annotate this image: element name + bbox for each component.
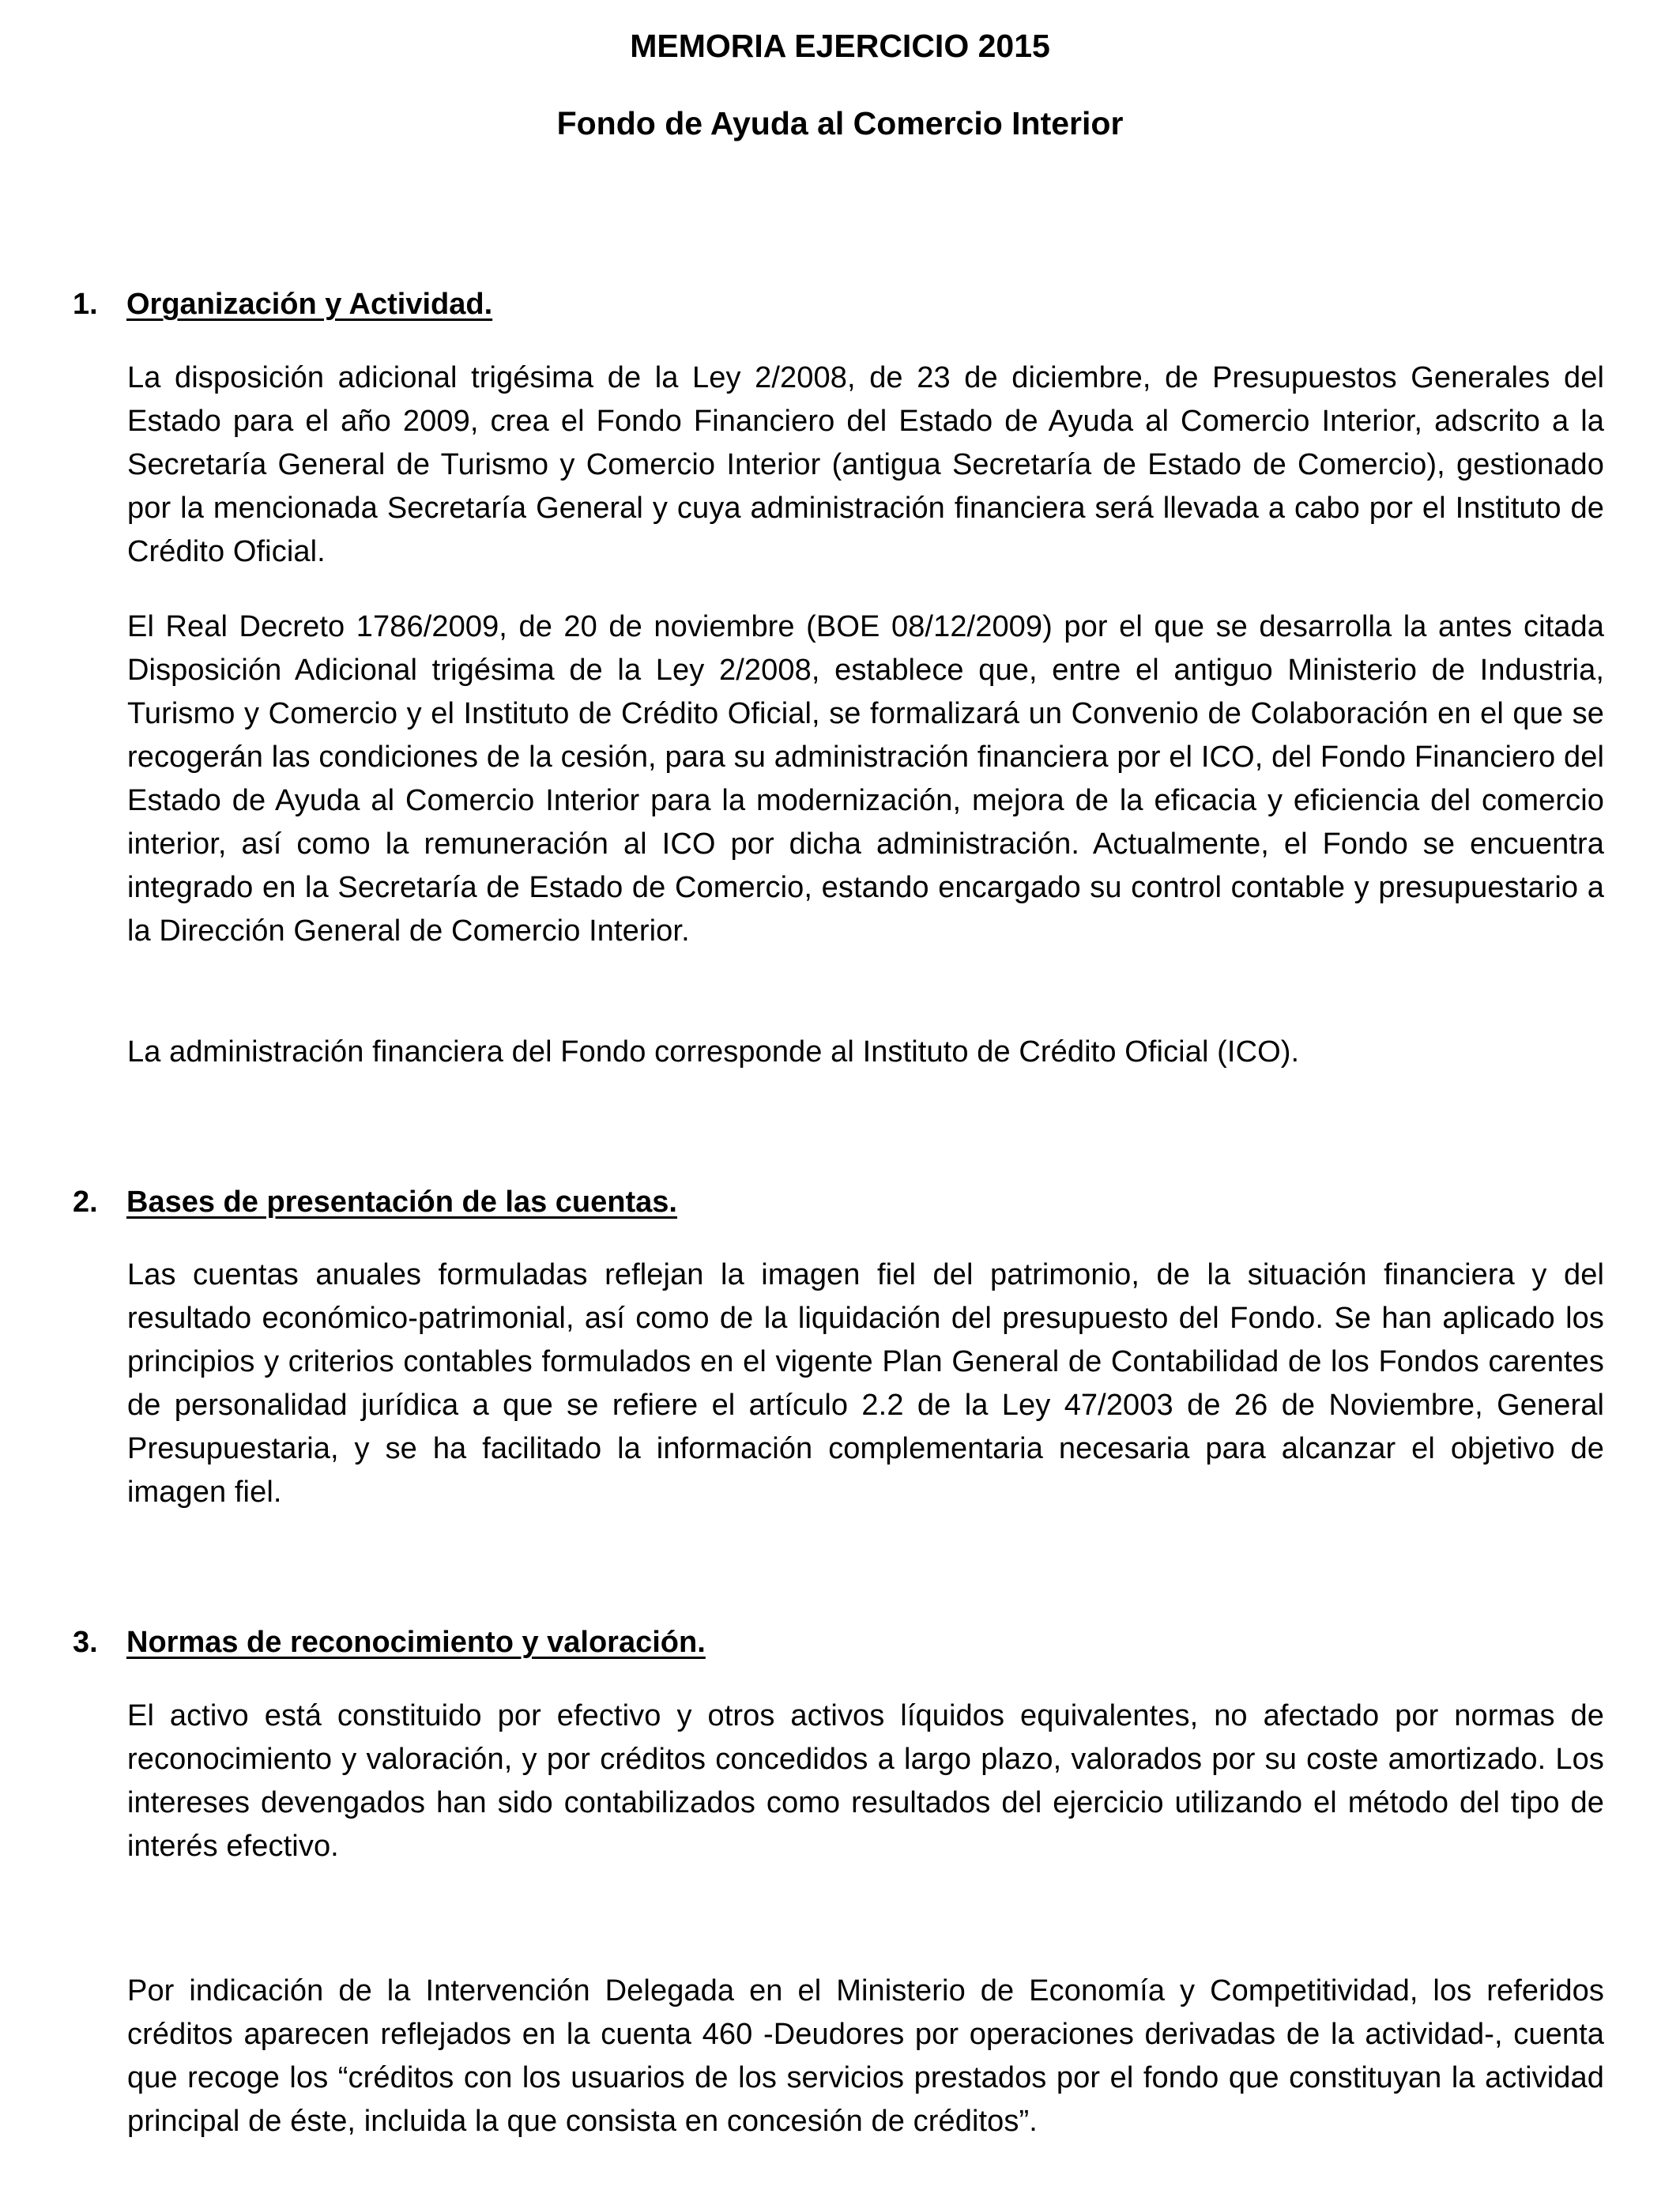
section-title: Organización y Actividad. [126, 288, 493, 321]
section-1-paragraph-3: La administración financiera del Fondo corresponde al Instituto de Crédito Oficial (ICO). [127, 1035, 1300, 1069]
section-title: Normas de reconocimiento y valoración. [126, 1626, 706, 1659]
section-1-paragraph-2: El Real Decreto 1786/2009, de 20 de noviembre (BOE 08/12/2009) por el que se desarrolla la antes citada Disposición Adicional trigésima de la Ley 2/2008, establece que, entre el antiguo Ministerio de Industria, Turismo y Comercio y el Instituto de Crédito Oficial, se formalizará un Convenio de Colaboración en el que se recogerán las condiciones de la cesión, para su administración financiera por el ICO, del Fondo Financiero del Estado de Ayuda al Comercio Interior para la modernización, mejora de la eficacia y eficiencia del comercio interior, así como la remuneración al ICO por dicha administración. Actualmente, el Fondo se encuentra integrado en la Secretaría de Estado de Comercio, estando encargado su control contable y presupuestario a la Dirección General de Comercio Interior. [127, 610, 1604, 948]
section-1-heading [73, 285, 1606, 323]
section-3-paragraph-1: El activo está constituido por efectivo y otros activos líquidos equivalentes, no afectado por normas de reconocimiento y valoración, y por créditos concedidos a largo plazo, valorados por su coste amortizado. Los intereses devengados han sido contabilizados como resultados del ejercicio utilizando el método del tipo de interés efectivo. [127, 1699, 1604, 1863]
section-2-heading [73, 1183, 1606, 1221]
section-number: 1. [73, 288, 98, 321]
section-3-paragraph-2: Por indicación de la Intervención Delegada en el Ministerio de Economía y Competitividad, los referidos créditos aparecen reflejados en la cuenta 460 -Deudores por operaciones derivadas de la actividad-, cuenta que recoge los “créditos con los usuarios de los servicios prestados por el fondo que constituyan la actividad principal de éste, incluida la que consista en concesión de créditos”. [127, 1974, 1604, 2138]
section-number: 3. [73, 1626, 98, 1659]
section-number: 2. [73, 1186, 98, 1219]
document-subtitle: Fondo de Ayuda al Comercio Interior [556, 105, 1124, 141]
section-3-heading [73, 1623, 1606, 1661]
section-1-paragraph-1: La disposición adicional trigésima de la Ley 2/2008, de 23 de diciembre, de Presupuestos Generales del Estado para el año 2009, crea el Fondo Financiero del Estado de Ayuda al Comercio Interior, adscrito a la Secretaría General de Turismo y Comercio Interior (antigua Secretaría de Estado de Comercio), gestionado por la mencionada Secretaría General y cuya administración financiera será llevada a cabo por el Instituto de Crédito Oficial. [127, 361, 1604, 568]
section-title: Bases de presentación de las cuentas. [126, 1186, 677, 1219]
document-title: MEMORIA EJERCICIO 2015 [630, 28, 1050, 64]
section-2-paragraph-1: Las cuentas anuales formuladas reflejan la imagen fiel del patrimonio, de la situación financiera y del resultado económico-patrimonial, así como de la liquidación del presupuesto del Fondo. Se han aplicado los principios y criterios contables formulados en el vigente Plan General de Contabilidad de los Fondos carentes de personalidad jurídica a que se refiere el artículo 2.2 de la Ley 47/2003 de 26 de Noviembre, General Presupuestaria, y se ha facilitado la información complementaria necesaria para alcanzar el objetivo de imagen fiel. [127, 1258, 1604, 1509]
